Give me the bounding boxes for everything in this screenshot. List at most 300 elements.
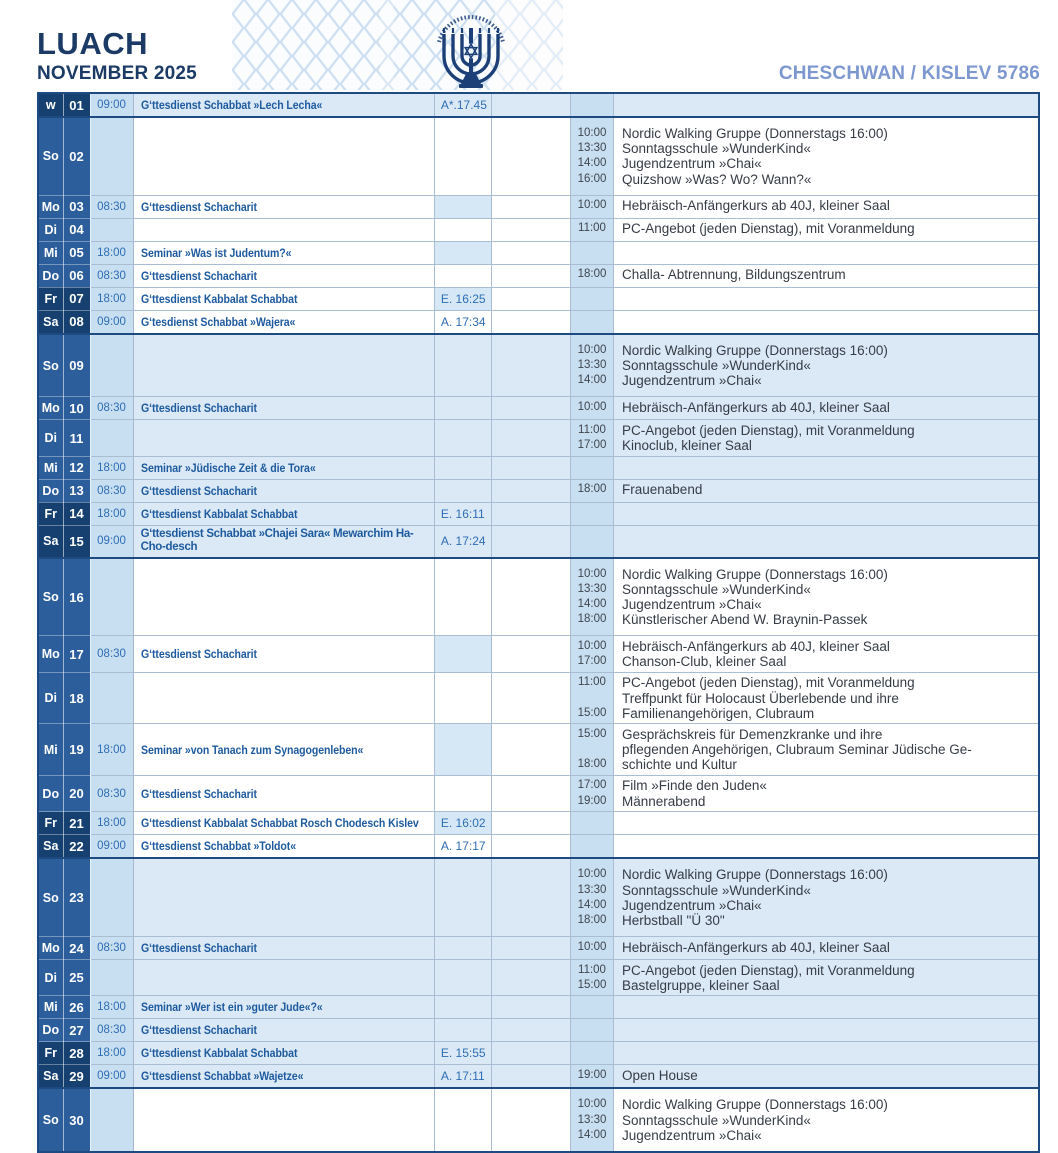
community-event-cell: [614, 558, 1039, 636]
day-cell: Mi: [38, 724, 63, 776]
community-event-cell: [614, 1088, 1039, 1152]
candle-time-cell: [434, 456, 491, 479]
service-event-cell: [133, 1042, 434, 1065]
date-cell: 22: [63, 835, 90, 859]
service-event-cell: [133, 479, 434, 502]
calendar-row: [38, 558, 1039, 636]
community-event: Jugendzentrum »Chai«: [622, 597, 762, 613]
candle-time-cell: [434, 636, 491, 672]
service-event-text: Seminar »Jüdische Zeit & die Tora«: [140, 460, 316, 475]
service-event-cell: [133, 835, 434, 859]
community-time: 18:00: [577, 913, 607, 926]
community-time-cell: [570, 117, 613, 195]
service-time-cell: 08:30: [90, 636, 133, 672]
calendar-row: [38, 636, 1039, 672]
service-event-cell: [133, 264, 434, 287]
community-time: 18:00: [577, 483, 607, 496]
service-event-text: Seminar »Wer ist ein »guter Jude«?«: [140, 1000, 323, 1015]
day-cell: Mo: [38, 397, 63, 420]
community-time: 10:00: [577, 868, 607, 881]
calendar-row: [38, 1019, 1039, 1042]
calendar-row: [38, 479, 1039, 502]
community-event: Hebräisch-Anfängerkurs ab 40J, kleiner Saal: [622, 198, 890, 214]
community-event: Nordic Walking Gruppe (Donnerstags 16:00): [622, 1097, 888, 1113]
calendar-row: [38, 1088, 1039, 1152]
community-time-cell: [570, 775, 613, 811]
service-event-cell: [133, 636, 434, 672]
candle-time-cell: [434, 117, 491, 195]
community-event: PC-Angebot (jeden Dienstag), mit Voranmeldung: [622, 675, 915, 691]
candle-time-cell: [434, 858, 491, 936]
community-time-cell: [570, 937, 613, 960]
community-event: PC-Angebot (jeden Dienstag), mit Voranmeldung: [622, 221, 915, 237]
community-time-cell: [570, 241, 613, 264]
community-event: Quizshow »Was? Wo? Wann?«: [622, 171, 812, 187]
service-time-cell: 18:00: [90, 812, 133, 835]
service-time-cell: 18:00: [90, 724, 133, 776]
spacer-cell: [491, 1042, 570, 1065]
candle-time-cell: [434, 1019, 491, 1042]
community-time: 15:00: [577, 706, 607, 719]
community-time: [571, 691, 613, 706]
spacer-cell: [491, 117, 570, 195]
service-time-cell: 18:00: [90, 996, 133, 1019]
community-event: Jugendzentrum »Chai«: [622, 156, 762, 172]
spacer-cell: [491, 525, 570, 558]
community-time-cell: [570, 996, 613, 1019]
date-cell: 25: [63, 960, 90, 996]
date-cell: 06: [63, 264, 90, 287]
community-event-cell: [614, 456, 1039, 479]
community-time-cell: [570, 636, 613, 672]
community-time-cell: [570, 456, 613, 479]
community-event: Chanson-Club, kleiner Saal: [622, 654, 787, 670]
community-event-cell: [614, 812, 1039, 835]
community-event: PC-Angebot (jeden Dienstag), mit Voranmeldung: [622, 962, 915, 978]
spacer-cell: [491, 996, 570, 1019]
community-event: schichte und Kultur: [622, 757, 737, 773]
service-time-cell: [90, 1088, 133, 1152]
day-cell: So: [38, 858, 63, 936]
community-event: Gesprächskreis für Demenzkranke und ihre: [622, 726, 883, 742]
candle-time-cell: [434, 241, 491, 264]
date-cell: 03: [63, 195, 90, 218]
date-cell: 04: [63, 218, 90, 241]
day-cell: Mo: [38, 937, 63, 960]
community-event: Jugendzentrum »Chai«: [622, 373, 762, 389]
candle-time-cell: A. 17:34: [434, 310, 491, 334]
community-event-cell: [614, 1042, 1039, 1065]
community-event-cell: [614, 420, 1039, 456]
spacer-cell: [491, 960, 570, 996]
community-time: 10:00: [577, 567, 607, 580]
page-title: LUACH: [37, 26, 148, 61]
service-event-cell: [133, 195, 434, 218]
service-event-text: G‘ttesdienst Schacharit: [140, 786, 257, 801]
community-time-cell: [570, 960, 613, 996]
day-cell: So: [38, 558, 63, 636]
candle-time-cell: [434, 558, 491, 636]
service-event-text: G‘ttesdienst Schabbat »Wajetze«: [140, 1069, 303, 1084]
candle-time-cell: [434, 672, 491, 724]
spacer-cell: [491, 334, 570, 397]
service-event-cell: [133, 1088, 434, 1152]
service-time-cell: 09:00: [90, 310, 133, 334]
community-event-cell: [614, 1019, 1039, 1042]
service-event-cell: [133, 93, 434, 117]
day-cell: Mo: [38, 195, 63, 218]
service-event-text: G‘ttesdienst Schacharit: [140, 401, 257, 416]
day-cell: So: [38, 1088, 63, 1152]
service-event-cell: [133, 420, 434, 456]
community-time: 15:00: [577, 978, 607, 991]
service-event-text: G‘ttesdienst Kabbalat Schabbat Rosch Chodesch Kislev: [140, 816, 419, 831]
service-event-cell: [133, 1019, 434, 1042]
community-event-cell: [614, 218, 1039, 241]
service-event-cell: [133, 558, 434, 636]
service-event-cell: [133, 858, 434, 936]
service-time-cell: 18:00: [90, 241, 133, 264]
community-event-cell: [614, 724, 1039, 776]
community-time: 18:00: [577, 613, 607, 626]
community-event: Nordic Walking Gruppe (Donnerstags 16:00): [622, 342, 888, 358]
community-event-cell: [614, 775, 1039, 811]
service-event-cell: [133, 996, 434, 1019]
community-event-cell: [614, 195, 1039, 218]
community-event: Männerabend: [622, 793, 706, 809]
community-event-cell: [614, 479, 1039, 502]
date-cell: 09: [63, 334, 90, 397]
calendar-row: [38, 420, 1039, 456]
community-event-cell: [614, 858, 1039, 936]
date-cell: 07: [63, 287, 90, 310]
day-cell: Sa: [38, 1065, 63, 1089]
community-event: Hebräisch-Anfängerkurs ab 40J, kleiner Saal: [622, 399, 890, 415]
community-time-cell: [570, 502, 613, 525]
day-cell: Do: [38, 479, 63, 502]
community-time: 17:00: [577, 655, 607, 668]
date-cell: 23: [63, 858, 90, 936]
date-cell: 29: [63, 1065, 90, 1089]
community-time: 13:30: [577, 582, 607, 595]
service-event-text: G‘ttesdienst Schacharit: [140, 941, 257, 956]
service-time-cell: [90, 960, 133, 996]
service-event-cell: [133, 397, 434, 420]
community-time-cell: [570, 310, 613, 334]
service-time-cell: 18:00: [90, 502, 133, 525]
community-time: 17:00: [577, 779, 607, 792]
community-time: 14:00: [577, 1128, 607, 1141]
service-event-cell: [133, 218, 434, 241]
community-event-cell: [614, 287, 1039, 310]
service-time-cell: [90, 672, 133, 724]
calendar-row: [38, 525, 1039, 558]
community-event-cell: [614, 960, 1039, 996]
service-event-cell: [133, 1065, 434, 1089]
day-cell: Do: [38, 1019, 63, 1042]
service-event-text: Seminar »von Tanach zum Synagogenleben«: [140, 742, 363, 757]
spacer-cell: [491, 636, 570, 672]
calendar-row: [38, 996, 1039, 1019]
community-time-cell: [570, 195, 613, 218]
day-cell: Di: [38, 672, 63, 724]
spacer-cell: [491, 724, 570, 776]
service-time-cell: [90, 117, 133, 195]
community-time-cell: [570, 93, 613, 117]
spacer-cell: [491, 310, 570, 334]
service-time-cell: 08:30: [90, 195, 133, 218]
date-cell: 27: [63, 1019, 90, 1042]
day-cell: Di: [38, 218, 63, 241]
community-event-cell: [614, 636, 1039, 672]
candle-time-cell: [434, 724, 491, 776]
calendar-row: [38, 502, 1039, 525]
service-time-cell: [90, 420, 133, 456]
service-time-cell: 08:30: [90, 775, 133, 811]
day-cell: So: [38, 334, 63, 397]
service-time-cell: [90, 218, 133, 241]
calendar-row: [38, 937, 1039, 960]
community-event: Nordic Walking Gruppe (Donnerstags 16:00): [622, 566, 888, 582]
candle-time-cell: A. 17:11: [434, 1065, 491, 1089]
community-time-cell: [570, 835, 613, 859]
community-time: 10:00: [577, 127, 607, 139]
service-event-cell: [133, 502, 434, 525]
service-event-cell: [133, 456, 434, 479]
community-time-cell: [570, 1042, 613, 1065]
community-time-cell: [570, 264, 613, 287]
date-cell: 10: [63, 397, 90, 420]
service-event-cell: [133, 937, 434, 960]
community-event: Nordic Walking Gruppe (Donnerstags 16:00): [622, 867, 888, 883]
calendar-row: [38, 724, 1039, 776]
spacer-cell: [491, 858, 570, 936]
day-cell: Di: [38, 420, 63, 456]
candle-time-cell: A*.17.45: [434, 93, 491, 117]
candle-time-cell: [434, 479, 491, 502]
community-time: 13:30: [577, 358, 607, 371]
service-event-text: G‘ttesdienst Schacharit: [140, 647, 257, 662]
community-event: Sonntagsschule »WunderKind«: [622, 357, 811, 373]
service-event-cell: [133, 724, 434, 776]
service-event-cell: [133, 775, 434, 811]
community-event-cell: [614, 241, 1039, 264]
date-cell: 11: [63, 420, 90, 456]
candle-time-cell: [434, 996, 491, 1019]
calendar-table: [37, 92, 1040, 1153]
candle-time-cell: [434, 937, 491, 960]
community-time-cell: [570, 525, 613, 558]
calendar-row: [38, 93, 1039, 117]
community-time-cell: [570, 724, 613, 776]
candle-time-cell: E. 16:11: [434, 502, 491, 525]
calendar-row: [38, 960, 1039, 996]
community-event: Kinoclub, kleiner Saal: [622, 438, 752, 453]
calendar-row: [38, 264, 1039, 287]
community-event-cell: [614, 334, 1039, 397]
spacer-cell: [491, 1065, 570, 1089]
calendar-row: [38, 195, 1039, 218]
date-cell: 18: [63, 672, 90, 724]
date-cell: 19: [63, 724, 90, 776]
date-cell: 21: [63, 812, 90, 835]
date-cell: 15: [63, 525, 90, 558]
community-event: Bastelgruppe, kleiner Saal: [622, 977, 780, 993]
community-time: 14:00: [577, 157, 607, 170]
date-cell: 12: [63, 456, 90, 479]
service-event-text: G‘ttesdienst Schacharit: [140, 483, 257, 498]
community-time: 16:00: [577, 172, 607, 185]
community-event-cell: [614, 1065, 1039, 1089]
community-event: Sonntagsschule »WunderKind«: [622, 1112, 811, 1128]
community-event-cell: [614, 310, 1039, 334]
community-event: Sonntagsschule »WunderKind«: [622, 141, 811, 157]
service-event-text: G‘ttesdienst Schabbat »Toldot«: [140, 839, 296, 854]
service-time-cell: [90, 334, 133, 397]
day-cell: Sa: [38, 310, 63, 334]
community-time: 14:00: [577, 598, 607, 611]
service-time-cell: 18:00: [90, 456, 133, 479]
community-time: 13:30: [577, 883, 607, 896]
community-time: 10:00: [577, 343, 607, 356]
community-time-cell: [570, 558, 613, 636]
service-event-text: G‘ttesdienst Kabbalat Schabbat: [140, 1046, 297, 1061]
date-cell: 17: [63, 636, 90, 672]
community-time: 13:30: [577, 1113, 607, 1126]
community-event: pflegenden Angehörigen, Clubraum Seminar Jüdische Ge-: [622, 742, 972, 758]
date-cell: 28: [63, 1042, 90, 1065]
service-event-text: G‘tesdienst Schabbat »Wajera«: [140, 314, 295, 329]
day-cell: Sa: [38, 835, 63, 859]
spacer-cell: [491, 397, 570, 420]
spacer-cell: [491, 420, 570, 456]
community-time-cell: [570, 1065, 613, 1089]
spacer-cell: [491, 456, 570, 479]
candle-time-cell: E. 15:55: [434, 1042, 491, 1065]
candle-time-cell: [434, 195, 491, 218]
community-time: 18:00: [577, 758, 607, 771]
candle-time-cell: A. 17:24: [434, 525, 491, 558]
community-time: 13:30: [577, 142, 607, 155]
service-time-cell: 09:00: [90, 1065, 133, 1089]
community-event: Herbstball "Ü 30": [622, 912, 725, 928]
community-time: 10:00: [577, 639, 607, 652]
community-event-cell: [614, 117, 1039, 195]
community-time: 11:00: [578, 222, 606, 235]
calendar-row: [38, 397, 1039, 420]
candle-time-cell: [434, 775, 491, 811]
service-time-cell: 09:00: [90, 525, 133, 558]
service-time-cell: 09:00: [90, 93, 133, 117]
community-time: 11:00: [578, 963, 606, 976]
community-event-cell: [614, 502, 1039, 525]
spacer-cell: [491, 287, 570, 310]
date-cell: 05: [63, 241, 90, 264]
community-time: 11:00: [578, 676, 606, 689]
spacer-cell: [491, 502, 570, 525]
community-event: Hebräisch-Anfängerkurs ab 40J, kleiner Saal: [622, 939, 890, 955]
service-time-cell: 18:00: [90, 1042, 133, 1065]
community-time: 19:00: [577, 794, 607, 807]
candle-time-cell: [434, 334, 491, 397]
spacer-cell: [491, 775, 570, 811]
date-cell: 30: [63, 1088, 90, 1152]
community-time-cell: [570, 1088, 613, 1152]
calendar-row: [38, 456, 1039, 479]
community-event-cell: [614, 672, 1039, 724]
community-event-cell: [614, 525, 1039, 558]
service-event-text: G‘ttesdienst Kabbalat Schabbat: [140, 506, 297, 521]
community-event: Jugendzentrum »Chai«: [622, 897, 762, 913]
service-event-text: G‘ttesdienst Schacharit: [140, 1023, 257, 1038]
day-cell: Mi: [38, 996, 63, 1019]
service-event-cell: [133, 310, 434, 334]
service-time-cell: 08:30: [90, 264, 133, 287]
spacer-cell: [491, 1019, 570, 1042]
calendar-row: [38, 1042, 1039, 1065]
service-event-cell: [133, 117, 434, 195]
community-time-cell: [570, 1019, 613, 1042]
service-event-text: Seminar »Was ist Judentum?«: [140, 245, 291, 260]
calendar-row: [38, 310, 1039, 334]
day-cell: Mo: [38, 636, 63, 672]
community-time: 14:00: [577, 374, 607, 387]
spacer-cell: [491, 558, 570, 636]
service-event-cell: [133, 287, 434, 310]
calendar-row: [38, 858, 1039, 936]
month-year-title: NOVEMBER 2025: [37, 63, 197, 84]
service-event-cell: [133, 241, 434, 264]
community-event: PC-Angebot (jeden Dienstag), mit Voranmeldung: [622, 422, 915, 438]
candle-time-cell: E. 16:02: [434, 812, 491, 835]
date-cell: 20: [63, 775, 90, 811]
community-event: Open House: [622, 1067, 698, 1083]
calendar-row: [38, 117, 1039, 195]
community-time: 17:00: [577, 439, 607, 451]
spacer-cell: [491, 195, 570, 218]
service-event-text: G‘ttesdienst Schacharit: [140, 268, 257, 283]
day-cell: Do: [38, 775, 63, 811]
calendar-row: [38, 218, 1039, 241]
community-time-cell: [570, 672, 613, 724]
service-time-cell: 08:30: [90, 1019, 133, 1042]
candle-time-cell: [434, 960, 491, 996]
community-event-cell: [614, 835, 1039, 859]
community-time: 10:00: [577, 940, 607, 953]
community-event-cell: [614, 996, 1039, 1019]
community-time-cell: [570, 334, 613, 397]
day-cell: Mi: [38, 456, 63, 479]
service-event-cell: [133, 960, 434, 996]
community-event: Künstlerischer Abend W. Braynin-Passek: [622, 612, 868, 628]
spacer-cell: [491, 241, 570, 264]
day-cell: Sa: [38, 525, 63, 558]
community-time: 18:00: [577, 268, 607, 281]
community-time: 10:00: [577, 400, 607, 413]
calendar-body: [38, 93, 1039, 1152]
service-event-cell: [133, 525, 434, 558]
community-event: Nordic Walking Gruppe (Donnerstags 16:00): [622, 126, 888, 141]
community-event: Familienangehörigen, Clubraum: [622, 705, 815, 721]
day-cell: Mi: [38, 241, 63, 264]
spacer-cell: [491, 812, 570, 835]
service-time-cell: 18:00: [90, 287, 133, 310]
service-event-cell: [133, 672, 434, 724]
service-time-cell: 08:30: [90, 937, 133, 960]
community-time-cell: [570, 287, 613, 310]
day-cell: Fr: [38, 1042, 63, 1065]
date-cell: 01: [63, 93, 90, 117]
